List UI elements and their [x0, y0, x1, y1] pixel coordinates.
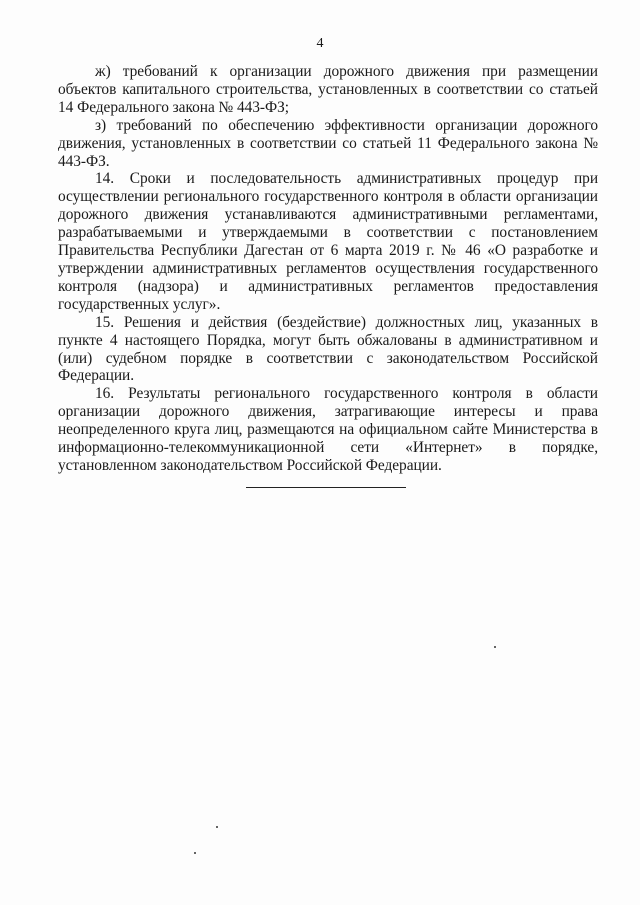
scan-speck: [494, 646, 496, 648]
paragraph-16: 16. Результаты регионального государственного контроля в области организации дорожного движения, затрагивающие интересы и права неопределенного круга лиц, размещаются на официальном сайте Министерства в информационно-телекоммуникационной сети «Интернет» в порядке, установленном законодательством Российской Федерации.: [58, 385, 598, 474]
scan-speck: [194, 852, 196, 854]
document-body: [58, 63, 598, 475]
scan-speck: [216, 826, 218, 828]
paragraph-15: 15. Решения и действия (бездействие) должностных лиц, указанных в пункте 4 настоящего Порядка, могут быть обжалованы в административном и (или) судебном порядке в соответствии с законодательством Российской Федерации.: [58, 313, 598, 385]
paragraph-z: з) требований по обеспечению эффективности организации дорожного движения, установленных в соответствии со статьей 11 Федерального закона № 443-ФЗ.: [58, 116, 598, 170]
paragraph-14: 14. Сроки и последовательность административных процедур при осуществлении регионального государственного контроля в области организации дорожного движения устанавливаются административными регламентами, разрабатываемыми и утверждаемыми в соответствии с постановлением Правительства Республики Дагестан от 6 марта 2019 г. № 46 «О разработке и утверждении административных регламентов осуществления государственного контроля (надзора) и административных регламентов предоставления государственных услуг».: [58, 170, 598, 313]
paragraph-zh: ж) требований к организации дорожного движения при размещении объектов капитального строительства, установленных в соответствии со статьей 14 Федерального закона № 443-ФЗ;: [58, 63, 598, 116]
end-of-text-rule: [246, 487, 406, 488]
page-number: 4: [316, 36, 324, 51]
